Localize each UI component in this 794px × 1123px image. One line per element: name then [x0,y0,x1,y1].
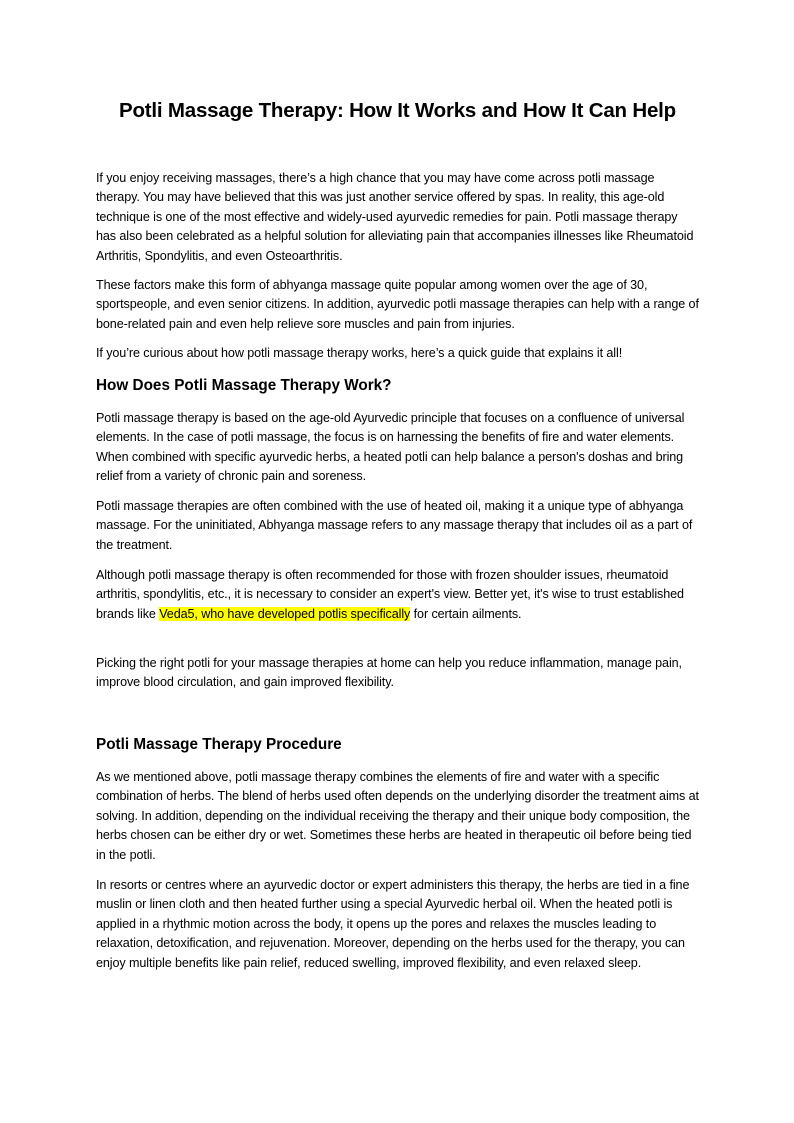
how-paragraph-2: Potli massage therapies are often combined with the use of heated oil, making it a unique type of abhyanga massage. For the uninitiated, Abhyanga massage refers to any massage therapy that includes oil as a part of the treatment. [96,499,693,552]
page-title: Potli Massage Therapy: How It Works and How It Can Help [118,99,676,122]
how-paragraph-3 [96,566,699,624]
section-how-it-works [96,376,699,396]
paragraph-text: for certain ailments. [410,606,522,621]
how-paragraph-4: Picking the right potli for your massage therapies at home can help you reduce inflammation, manage pain, improve blood circulation, and gain improved flexibility. [96,656,682,690]
procedure-paragraph-1: As we mentioned above, potli massage therapy combines the elements of fire and water with a specific combination of herbs. The blend of herbs used often depends on the underlying disorder the treatment aims at solving. In addition, depending on the individual receiving the therapy and their unique body composition, the herbs chosen can be either dry or wet. Sometimes these herbs are heated in therapeutic oil before being tied in the potli. [96,770,699,862]
section-heading-how-it-works: How Does Potli Massage Therapy Work? [96,377,392,394]
procedure-paragraph-2: In resorts or centres where an ayurvedic doctor or expert administers this therapy, the herbs are tied in a fine muslin or linen cloth and then heated further using a special Ayurvedic herbal oil. When the heated potli is applied in a rhythmic motion across the body, it opens up the pores and relaxes the muscles leading to relaxation, detoxification, and rejuvenation. Moreover, depending on the herbs used for the therapy, you can enjoy multiple benefits like pain relief, reduced swelling, improved flexibility, and even relaxed sleep. [96,878,690,970]
intro-paragraph-3: If you’re curious about how potli massage therapy works, here’s a quick guide that explains it all! [96,346,623,360]
how-paragraph-1: Potli massage therapy is based on the age-old Ayurvedic principle that focuses on a confluence of universal elements. In the case of potli massage, the focus is on harnessing the benefits of fire and water elements. When combined with specific ayurvedic herbs, a heated potli can help balance a person's doshas and bring relief from a variety of chronic pain and soreness. [96,411,685,484]
section-heading-procedure: Potli Massage Therapy Procedure [96,736,342,753]
paragraph-text: Although potli massage therapy is often recommended for those with frozen shoulder issues, rheumatoid arthritis, spondylitis, etc., it is necessary to consider an expert's view. Better yet, it's wise to trust established brands like [96,568,684,621]
veda5-highlighted-link[interactable]: Veda5, who have developed potlis specifically [159,606,411,621]
intro-paragraph-1: If you enjoy receiving massages, there’s a high chance that you may have come across potli massage therapy. You may have believed that this was just another service offered by spas. In reality, this age-old technique is one of the most effective and widely-used ayurvedic remedies for pain. Potli massage therapy has also been celebrated as a helpful solution for alleviating pain that accompanies illnesses like Rheumatoid Arthritis, Spondylitis, and even Osteoarthritis. [96,171,694,263]
intro-paragraph-2: These factors make this form of abhyanga massage quite popular among women over the age of 30, sportspeople, and even senior citizens. In addition, ayurvedic potli massage therapies can help with a range of bone-related pain and even help relieve sore muscles and pain from injuries. [96,278,699,331]
section-procedure [96,735,699,755]
